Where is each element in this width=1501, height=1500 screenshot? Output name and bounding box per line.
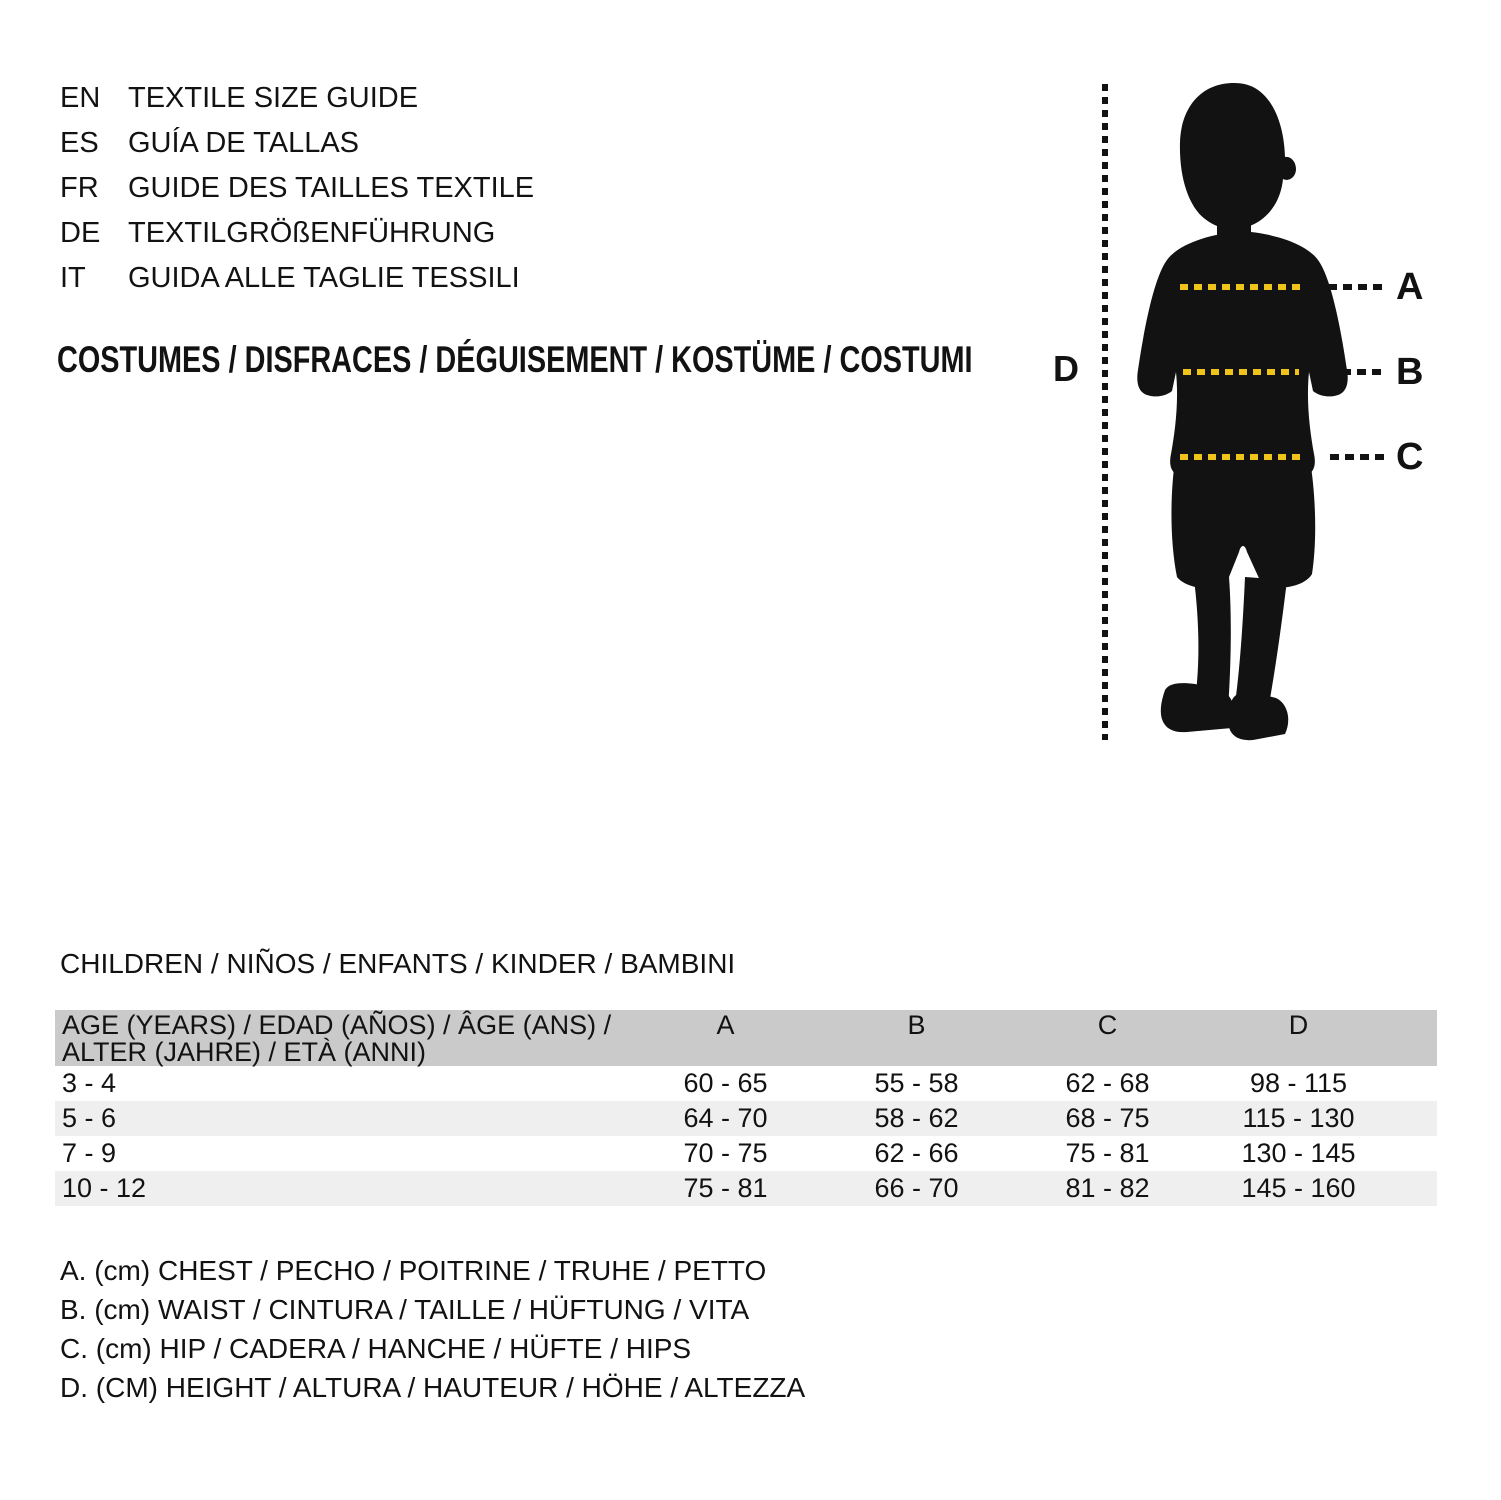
chest-cell: 60 - 65 xyxy=(683,1068,768,1098)
hip-cell: 68 - 75 xyxy=(1065,1103,1150,1133)
children-section-title: CHILDREN / NIÑOS / ENFANTS / KINDER / BAMBINI xyxy=(60,948,736,979)
legend-hip: C. (cm) HIP / CADERA / HANCHE / HÜFTE / HIPS xyxy=(60,1333,692,1364)
height-measure-line xyxy=(1102,84,1108,740)
child-silhouette xyxy=(1135,82,1350,742)
hip-cell: 81 - 82 xyxy=(1065,1173,1150,1203)
size-table xyxy=(55,1010,1437,1206)
language-code: EN xyxy=(60,82,101,114)
waist-callout-line xyxy=(1327,369,1381,375)
language-code: FR xyxy=(60,172,99,204)
language-guide-title: GUÍA DE TALLAS xyxy=(128,127,360,159)
age-column-header xyxy=(55,1010,630,1066)
age-cell: 7 - 9 xyxy=(62,1138,117,1168)
language-code: DE xyxy=(60,217,101,249)
chest-cell: 70 - 75 xyxy=(683,1138,768,1168)
height-cell: 130 - 145 xyxy=(1241,1138,1356,1168)
waist-cell: 58 - 62 xyxy=(874,1103,959,1133)
table-row xyxy=(55,1066,1437,1101)
size-table-header xyxy=(55,1010,1437,1066)
chest-cell: 75 - 81 xyxy=(683,1173,768,1203)
language-code: IT xyxy=(60,262,86,294)
language-guide-title: TEXTILGRÖßENFÜHRUNG xyxy=(128,217,496,249)
age-header-line1: AGE (YEARS) / EDAD (AÑOS) / ÂGE (ANS) / xyxy=(62,1010,612,1040)
waist-cell: 62 - 66 xyxy=(874,1138,959,1168)
language-code: ES xyxy=(60,127,99,159)
column-header-a: A xyxy=(716,1010,735,1040)
category-title: COSTUMES / DISFRACES / DÉGUISEMENT / KOSTÜME / COSTUMI xyxy=(57,339,973,380)
age-header-line2: ALTER (JAHRE) / ETÀ (ANNI) xyxy=(62,1037,427,1067)
legend-chest: A. (cm) CHEST / PECHO / POITRINE / TRUHE / PETTO xyxy=(60,1255,767,1286)
legend-height: D. (CM) HEIGHT / ALTURA / HAUTEUR / HÖHE / ALTEZZA xyxy=(60,1372,806,1403)
age-cell: 5 - 6 xyxy=(62,1103,117,1133)
waist-cell: 55 - 58 xyxy=(874,1068,959,1098)
table-row xyxy=(55,1171,1437,1206)
column-header-c: C xyxy=(1097,1010,1118,1040)
chest-cell: 64 - 70 xyxy=(683,1103,768,1133)
hip-cell: 62 - 68 xyxy=(1065,1068,1150,1098)
language-guide-title: TEXTILE SIZE GUIDE xyxy=(128,82,419,114)
table-row xyxy=(55,1136,1437,1171)
table-row xyxy=(55,1101,1437,1136)
hip-cell: 75 - 81 xyxy=(1065,1138,1150,1168)
label-chest-a: A xyxy=(1396,266,1424,308)
waist-measure-line xyxy=(1183,369,1299,375)
height-cell: 98 - 115 xyxy=(1249,1068,1348,1098)
language-guide-title: GUIDA ALLE TAGLIE TESSILI xyxy=(128,262,520,294)
column-header-b: B xyxy=(907,1010,926,1040)
label-waist-b: B xyxy=(1396,351,1424,393)
hip-callout-line xyxy=(1330,454,1385,460)
column-header-d: D xyxy=(1288,1010,1309,1040)
waist-cell: 66 - 70 xyxy=(874,1173,959,1203)
height-cell: 115 - 130 xyxy=(1242,1103,1355,1133)
chest-measure-line xyxy=(1180,284,1302,290)
age-cell: 10 - 12 xyxy=(62,1173,147,1203)
height-cell: 145 - 160 xyxy=(1241,1173,1356,1203)
hip-measure-line xyxy=(1180,454,1306,460)
language-guide-title: GUIDE DES TAILLES TEXTILE xyxy=(128,172,535,204)
measurement-legend xyxy=(60,1251,805,1407)
label-hip-c: C xyxy=(1396,436,1424,478)
age-cell: 3 - 4 xyxy=(62,1068,117,1098)
label-height-d: D xyxy=(1053,348,1079,389)
chest-callout-line xyxy=(1328,284,1386,290)
legend-waist: B. (cm) WAIST / CINTURA / TAILLE / HÜFTUNG / VITA xyxy=(60,1294,750,1325)
